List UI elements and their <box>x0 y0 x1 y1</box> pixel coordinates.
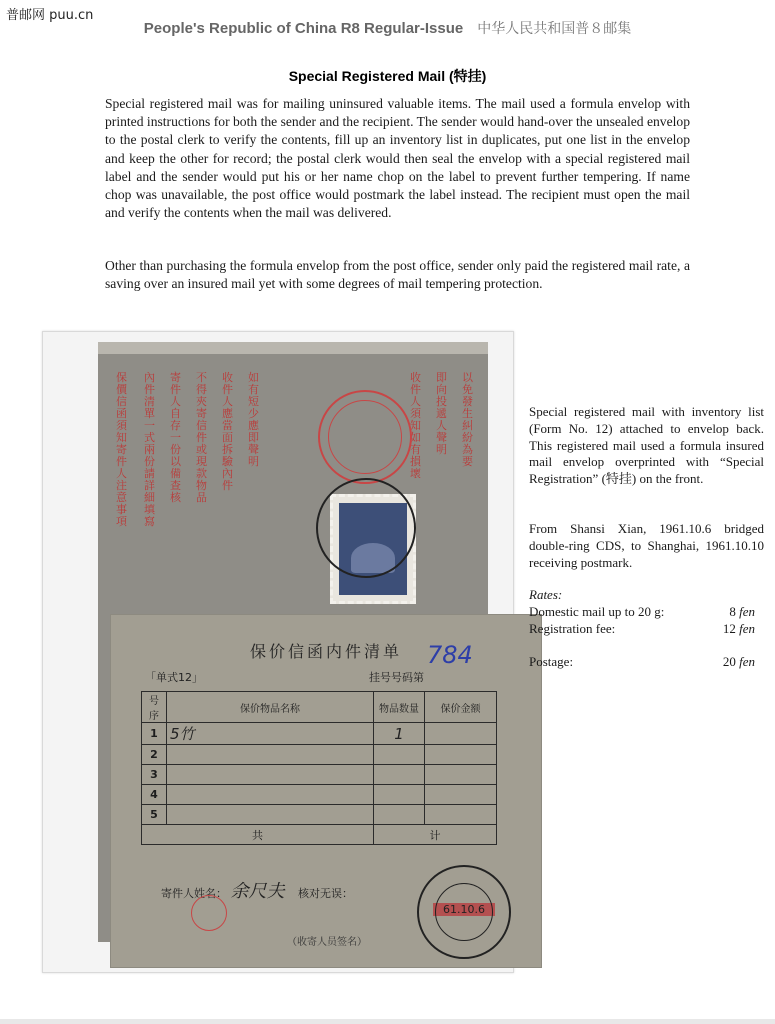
col-item: 保价物品名称 <box>167 692 374 723</box>
header-title-cn: 中华人民共和国普８邮集 <box>477 21 632 37</box>
header-title: People's Republic of China R8 Regular-Issue <box>143 20 464 37</box>
red-instructions: 不得夾寄信件或現款物品 <box>196 371 207 504</box>
sender-signature: 余尺夫 <box>230 881 285 902</box>
postmark-cds <box>316 478 416 578</box>
red-seal-stamp <box>318 390 412 484</box>
red-instructions: 如有短少應即聲明 <box>248 371 259 468</box>
total-right: 计 <box>374 825 497 845</box>
table-total-row <box>142 825 497 845</box>
rate-row-domestic: Domestic mail up to 20 g: 8 fen <box>529 604 755 619</box>
red-instructions: 以免發生糾紛為要 <box>462 371 473 468</box>
watermark: 普邮网 puu.cn <box>6 8 94 23</box>
clerk-signature-note: （收寄人员签名） <box>287 937 367 948</box>
route-text: From Shansi Xian, 1961.10.6 bridged double-ring CDS, to Shanghai, 1961.10.10 receiving postmark. <box>529 521 764 570</box>
red-instructions: 即向投遞人聲明 <box>436 371 447 456</box>
postmark-date: 61.10.6 <box>433 903 495 916</box>
form-title: 保价信函内件清单 <box>249 642 402 661</box>
red-instructions: 收件人須知如有損壞 <box>410 371 421 480</box>
inventory-form <box>110 614 542 968</box>
verify-label: 核对无误： <box>298 887 353 900</box>
envelope-flap <box>98 342 488 354</box>
reg-number-label: 挂号号码第 <box>369 671 424 684</box>
red-instructions: 內件清單一式兩份請詳細填寫 <box>144 371 155 528</box>
page-header <box>0 18 775 38</box>
table-row: 5 <box>142 805 497 825</box>
table-row: 3 <box>142 765 497 785</box>
col-qty: 物品数量 <box>374 692 425 723</box>
sender-label: 寄件人姓名： <box>161 887 227 900</box>
receiving-postmark <box>417 865 511 959</box>
rate-row-postage: Postage: 20 fen <box>529 654 755 669</box>
form-number: 「单式12」 <box>145 671 203 684</box>
inventory-table <box>141 691 497 845</box>
col-no: 号序 <box>142 692 167 723</box>
sender-line <box>161 877 353 903</box>
red-instructions: 收件人應當面拆驗內件 <box>222 371 233 492</box>
rate-row-registration: Registration fee: 12 fen <box>529 621 755 636</box>
red-instructions: 寄件人自存一份以備查核 <box>170 371 181 504</box>
page-title: Special Registered Mail (特挂) <box>288 68 487 84</box>
reg-number-handwritten: 784 <box>427 641 473 669</box>
red-instructions: 保價信函須知寄件人注意事項 <box>116 371 127 528</box>
description-text: Special registered mail with inventory list (Form No. 12) attached to envelop back. This registered mail used a formula insured mail envelop overprinted with “Special Registration” (特挂) on the front. <box>529 404 764 487</box>
table-row: 1 5竹 1 <box>142 723 497 745</box>
table-header-row <box>142 692 497 723</box>
envelope-back <box>98 342 488 948</box>
red-name-chop <box>191 895 227 931</box>
specimen-mount <box>42 331 514 973</box>
total-left: 共 <box>142 825 374 845</box>
rates-label: Rates: <box>529 587 563 602</box>
page-bottom-edge <box>0 1019 775 1024</box>
intro-paragraph: Special registered mail was for mailing uninsured valuable items. The mail used a formula envelop with printed instructions for both the sender and the recipient. The sender would hand-over the unsealed envelop to the postal clerk to verify the contents, fill up an inventory list in duplicates, put one list in the envelop and keep the other for record; the postal clerk would then seal the envelop with a special registered mail label and the sender would put his or her name chop on the label to prevent further tempering. If name chop was unavailable, the post office would postmark the label instead. The recipient must open the mail and verify the contents when the mail was delivered. <box>105 96 690 221</box>
rate-paragraph: Other than purchasing the formula envelop from the post office, sender only paid the registered mail rate, a saving over an insured mail yet with some degrees of mail tempering protection. <box>105 258 690 292</box>
table-row: 2 <box>142 745 497 765</box>
table-row: 4 <box>142 785 497 805</box>
col-value: 保价金额 <box>425 692 497 723</box>
